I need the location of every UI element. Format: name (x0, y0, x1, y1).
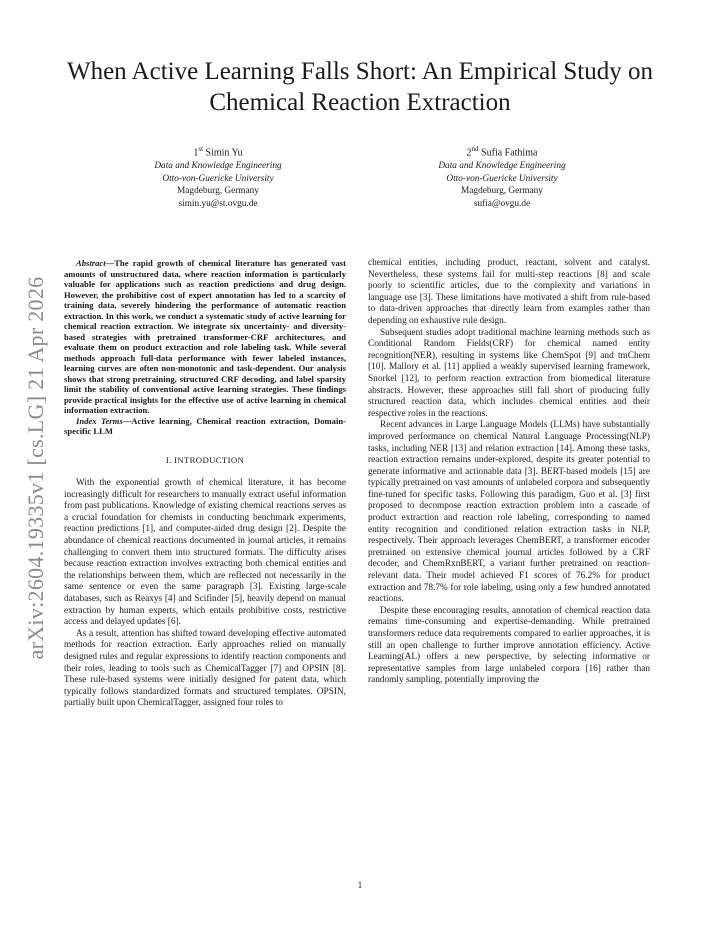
paragraph: Subsequent studies adopt traditional machine learning methods such as Conditional Random Fields(CRF) for chemical named entity recognition(NER), resulting in systems like ChemSpot [9] and tmChem [10]. Mallory et al. [11] applied a weakly supervised learning framework, Snorkel [12], to perform reaction extraction from biomedical literature abstracts. However, these approaches still fall short of producing fully structured reaction data, which includes chemical entities and their respective roles in the reactions. (368, 327, 650, 419)
author-block-2 (372, 143, 632, 210)
abstract-text: —The rapid growth of chemical literature has generated vast amounts of unstructured data, where reaction information is particularly valuable for applications such as reaction predictions and drug design. However, the prohibitive cost of expert annotation has led to a scarcity of training data, severely hindering the performance of automatic reaction extraction. In this work, we conduct a systematic study of active learning for chemical reaction extraction. We integrate six uncertainty- and diversity-based strategies with pretrained transformer-CRF architectures, and evaluate them on product extraction and role labeling task. While several methods approach full-data performance with fewer labeled instances, learning curves are often non-monotonic and task-dependent. Our analysis shows that strong pretraining, structured CRF decoding, and label sparsity limit the stability of conventional active learning strategies. These findings provide practical insights for the effective use of active learning in chemical information extraction. (64, 258, 346, 415)
author-block-1 (88, 143, 348, 210)
author-name-line: 2nd Sufia Fathima (466, 145, 538, 159)
paper-title: When Active Learning Falls Short: An Empirical Study on Chemical Reaction Extraction (66, 58, 654, 116)
paragraph: Despite these encouraging results, annotation of chemical reaction data remains time-consuming and expertise-demanding. While pretrained transformers reduce data requirements compared to earlier approaches, it is still an open challenge to further improve annotation efficiency. Active Learning(AL) offers a new perspective, by selecting informative or representative samples from large unlabeled corpora [16] rather than randomly sampling, potentially improving the (368, 605, 650, 686)
paragraph: As a result, attention has shifted toward developing effective automated methods for reaction extraction. Early approaches relied on manually designed rules and regular expressions to identify reaction components and their roles, leading to tools such as ChemicalTagger [7] and OPSIN [8]. These rule-based systems were initially designed for patent data, which typically follows standardized formats and structured templates. OPSIN, partially built upon ChemicalTagger, assigned four roles to (64, 628, 346, 709)
author-university: Otto-von-Guericke University (162, 173, 274, 184)
author-dept: Data and Knowledge Engineering (438, 160, 566, 171)
paragraph: Recent advances in Large Language Models (LLMs) have substantially improved performance on chemical Natural Language Processing(NLP) tasks, including NER [13] and relation extraction [14]. Among these tasks, reaction extraction remains under-explored, despite its greater potential to generate informative and actionable data [3]. BERT-based models [15] are typically pretrained on vast amounts of unlabeled corpora and subsequently fine-tuned for specific tasks. Following this paradigm, Guo et al. [3] first proposed to decompose reaction extraction problem into a cascade of product extraction and reaction role labeling, corresponding to named entity recognition and conditioned relation extraction tasks in NLP, respectively. Their approach leverages ChemBERT, a transformer encoder pretrained on extensive chemical journal articles followed by a CRF decoder, and ChemRxnBERT, a variant further pretrained on reaction-relevant data. Their model achieved F1 scores of 76.2% for product extraction and 78.7% for role labeling, using only a few hundred annotated reactions. (368, 420, 650, 605)
abstract-label: Abstract (76, 258, 106, 268)
paragraph: With the exponential growth of chemical literature, it has become increasingly difficult for researchers to manually extract useful information from past publications. Knowledge of existing chemical reactions serves as a crucial foundation for chemists in conducting benchmark experiments, reaction predictions [1], and computer-aided drug design [2]. Despite the abundance of chemical reactions documented in journal articles, it remains challenging to convert them into structured formats. The difficulty arises because reaction extraction involves extracting both chemical entities and the relationships between them, which are reflected not necessarily in the same sentence or even the same paragraph [3]. Existing large-scale databases, such as Reaxys [4] and Scifinder [5], heavily depend on manual extraction by human experts, which entails prohibitive costs, restrictive access and delayed updates [6]. (64, 478, 346, 628)
author-email: sufia@ovgu.de (473, 198, 531, 209)
author-name: Simin Yu (205, 147, 243, 159)
author-name: Sufia Fathima (481, 147, 538, 159)
section-heading: I. INTRODUCTION (165, 454, 245, 465)
left-column (64, 258, 346, 710)
author-name-line: 1st Simin Yu (193, 145, 243, 159)
arxiv-stamp-text: arXiv:2604.19335v1 [cs.LG] 21 Apr 2026 (23, 276, 48, 660)
author-city: Magdeburg, Germany (461, 186, 543, 197)
author-dept: Data and Knowledge Engineering (154, 160, 282, 171)
abstract (64, 258, 346, 416)
author-email: simin.yu@st.ovgu.de (178, 198, 258, 209)
paragraph: chemical entities, including product, reactant, solvent and catalyst. Nevertheless, these systems fail for multi-step reactions [8] and scale poorly to scientific articles, due to the complexity and variations in language use [3]. These limitations have motivated a shift from rule-based to data-driven approaches that directly learn from examples rather than depending on exhaustive rule design. (368, 258, 650, 326)
page-number: 1 (357, 881, 363, 891)
arxiv-stamp (22, 258, 50, 678)
index-terms-text: —Active learning, Chemical reaction extraction, Domain-specific LLM (64, 415, 346, 436)
index-terms (64, 416, 346, 437)
author-city: Magdeburg, Germany (177, 186, 259, 197)
right-column (368, 258, 650, 687)
index-terms-label: Index Terms (76, 415, 123, 426)
author-university: Otto-von-Guericke University (446, 173, 558, 184)
